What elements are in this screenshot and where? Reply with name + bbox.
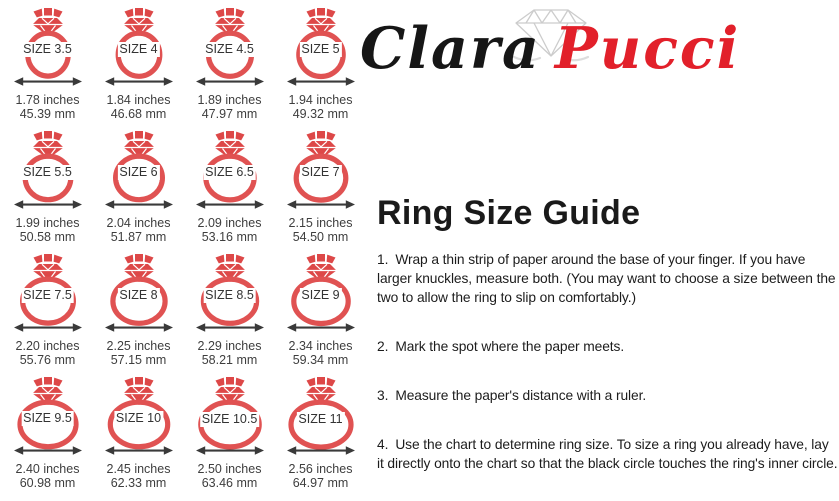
ring-size-cell [184, 131, 275, 254]
ring-size-cell [184, 377, 275, 500]
ring-size-cell [275, 254, 366, 377]
ring-size-label: SIZE 9.5 [23, 411, 72, 425]
ring-size-label: SIZE 6.5 [205, 165, 254, 179]
step-text: Measure the paper's distance with a ruler. [395, 388, 647, 403]
ring-size-label: SIZE 10.5 [201, 412, 258, 426]
ring-size-label: SIZE 9 [301, 288, 340, 302]
step-text: Mark the spot where the paper meets. [395, 339, 625, 354]
ring-inches: 2.34 inches [288, 339, 353, 353]
ring-mm: 54.50 mm [292, 230, 349, 244]
ring-inches: 2.20 inches [15, 339, 80, 353]
brand-name-clara: Clara [360, 15, 541, 82]
ring-mm: 58.21 mm [201, 353, 258, 367]
step-number: 4. [377, 437, 389, 452]
ring-inches: 2.09 inches [197, 216, 262, 230]
ring-inches: 1.78 inches [15, 93, 80, 107]
ring-inches: 2.40 inches [15, 462, 80, 476]
ring-inches: 1.84 inches [106, 93, 171, 107]
ring-size-label: SIZE 4 [119, 42, 158, 56]
ring-inches: 1.99 inches [15, 216, 80, 230]
ring-size-label: SIZE 7 [301, 165, 340, 179]
instruction-step [377, 386, 839, 405]
ring-size-cell [275, 8, 366, 131]
step-text: Wrap a thin strip of paper around the base of your finger. If you have larger knuckles, measure both. (You may want to choose a size between the two to allow the ring to slip on comfortably.) [377, 252, 836, 305]
brand-logo [356, 4, 776, 100]
ring-size-cell [275, 377, 366, 500]
instructions-list [377, 250, 839, 473]
instruction-step [377, 435, 839, 473]
ring-size-label: SIZE 8.5 [205, 288, 254, 302]
ring-inches: 1.89 inches [197, 93, 262, 107]
ring-mm: 57.15 mm [110, 353, 167, 367]
ring-mm: 49.32 mm [292, 107, 349, 121]
ring-inches: 2.45 inches [106, 462, 171, 476]
ring-inches: 2.04 inches [106, 216, 171, 230]
instruction-step [377, 250, 839, 307]
ring-size-cell [93, 8, 184, 131]
ring-size-label: SIZE 8 [119, 288, 158, 302]
ring-inches: 2.15 inches [288, 216, 353, 230]
brand-wordmark [360, 15, 741, 82]
ring-inches: 2.25 inches [106, 339, 171, 353]
ring-size-label: SIZE 5 [301, 42, 340, 56]
ring-size-label: SIZE 11 [298, 412, 343, 426]
ring-size-label: SIZE 7.5 [23, 288, 72, 302]
ring-size-cell [184, 8, 275, 131]
step-text: Use the chart to determine ring size. To size a ring you already have, lay it directly onto the chart so that the black circle touches the ring's inner circle. [377, 437, 838, 471]
ring-size-label: SIZE 4.5 [205, 42, 254, 56]
ring-mm: 64.97 mm [292, 476, 349, 490]
ring-size-label: SIZE 10 [115, 411, 162, 425]
brand-name-pucci: Pucci [554, 15, 741, 82]
ring-mm: 50.58 mm [19, 230, 76, 244]
step-number: 3. [377, 388, 389, 403]
ring-inches: 1.94 inches [288, 93, 353, 107]
ring-size-cell [2, 8, 93, 131]
ring-inches: 2.50 inches [197, 462, 262, 476]
step-number: 1. [377, 252, 389, 267]
ring-size-cell [184, 254, 275, 377]
ring-size-cell [2, 377, 93, 500]
ring-size-grid [2, 8, 368, 500]
ring-size-cell [275, 131, 366, 254]
page-title: Ring Size Guide [377, 194, 641, 232]
ring-size-label: SIZE 5.5 [23, 165, 72, 179]
ring-mm: 51.87 mm [110, 230, 167, 244]
ring-size-cell [93, 377, 184, 500]
ring-mm: 59.34 mm [292, 353, 349, 367]
ring-mm: 62.33 mm [110, 476, 167, 490]
ring-mm: 45.39 mm [19, 107, 76, 121]
instruction-step [377, 337, 839, 356]
ring-size-cell [2, 131, 93, 254]
ring-mm: 60.98 mm [19, 476, 76, 490]
ring-mm: 47.97 mm [201, 107, 258, 121]
ring-size-label: SIZE 6 [119, 165, 158, 179]
ring-inches: 2.29 inches [197, 339, 262, 353]
step-number: 2. [377, 339, 389, 354]
ring-inches: 2.56 inches [288, 462, 353, 476]
ring-size-cell [2, 254, 93, 377]
ring-mm: 55.76 mm [19, 353, 76, 367]
ring-size-cell [93, 131, 184, 254]
ring-mm: 63.46 mm [201, 476, 258, 490]
ring-mm: 53.16 mm [201, 230, 258, 244]
ring-mm: 46.68 mm [110, 107, 167, 121]
ring-size-cell [93, 254, 184, 377]
ring-size-label: SIZE 3.5 [23, 42, 72, 56]
